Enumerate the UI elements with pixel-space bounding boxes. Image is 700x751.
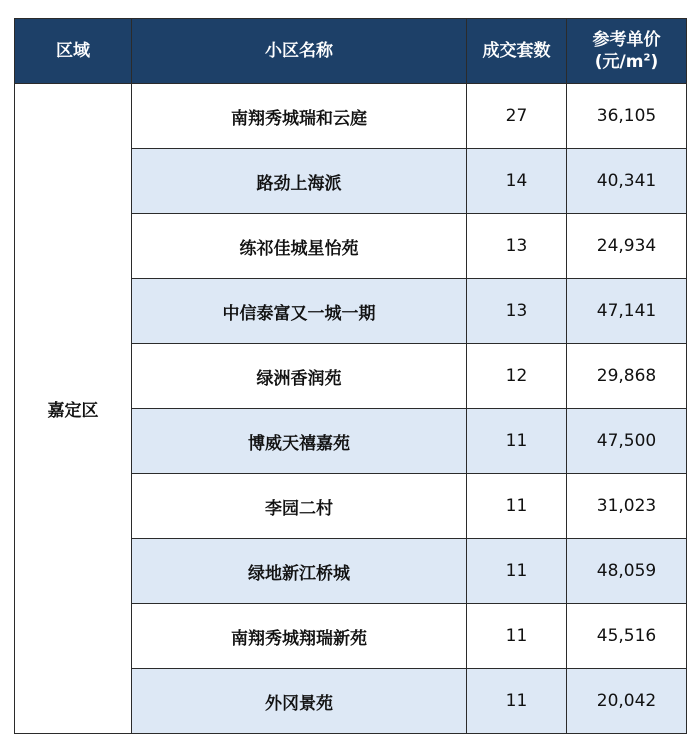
header-price-unit: (元/m (594, 52, 644, 72)
unit-price: 40,341 (567, 149, 687, 214)
unit-price: 48,059 (567, 539, 687, 604)
deal-count: 11 (467, 409, 567, 474)
unit-price: 36,105 (567, 84, 687, 149)
community-name: 绿洲香润苑 (132, 344, 467, 409)
deal-count: 11 (467, 604, 567, 669)
unit-price: 29,868 (567, 344, 687, 409)
unit-price: 31,023 (567, 474, 687, 539)
deal-count: 12 (467, 344, 567, 409)
header-price-sup: 2 (643, 52, 651, 64)
community-name: 南翔秀城瑞和云庭 (132, 84, 467, 149)
transaction-table-container (14, 18, 687, 734)
header-price-line1: 参考单价 (592, 29, 661, 50)
community-name: 中信泰富又一城一期 (132, 279, 467, 344)
unit-price: 20,042 (567, 669, 687, 734)
header-district: 区域 (15, 19, 132, 84)
unit-price: 45,516 (567, 604, 687, 669)
deal-count: 11 (467, 474, 567, 539)
deal-count: 14 (467, 149, 567, 214)
community-name: 绿地新江桥城 (132, 539, 467, 604)
community-name: 李园二村 (132, 474, 467, 539)
deal-count: 13 (467, 214, 567, 279)
deal-count: 11 (467, 669, 567, 734)
header-price-close: ) (650, 52, 659, 72)
community-name: 外冈景苑 (132, 669, 467, 734)
deal-count: 27 (467, 84, 567, 149)
community-name: 南翔秀城翔瑞新苑 (132, 604, 467, 669)
header-community: 小区名称 (132, 19, 467, 84)
header-price (567, 19, 687, 84)
header-deals: 成交套数 (467, 19, 567, 84)
community-name: 路劲上海派 (132, 149, 467, 214)
table-row (15, 84, 687, 149)
table-header-row (15, 19, 687, 84)
community-name: 练祁佳城星怡苑 (132, 214, 467, 279)
unit-price: 47,141 (567, 279, 687, 344)
unit-price: 47,500 (567, 409, 687, 474)
district-cell: 嘉定区 (15, 84, 132, 734)
unit-price: 24,934 (567, 214, 687, 279)
community-name: 博威天禧嘉苑 (132, 409, 467, 474)
deal-count: 13 (467, 279, 567, 344)
deal-count: 11 (467, 539, 567, 604)
transaction-table (14, 18, 687, 734)
